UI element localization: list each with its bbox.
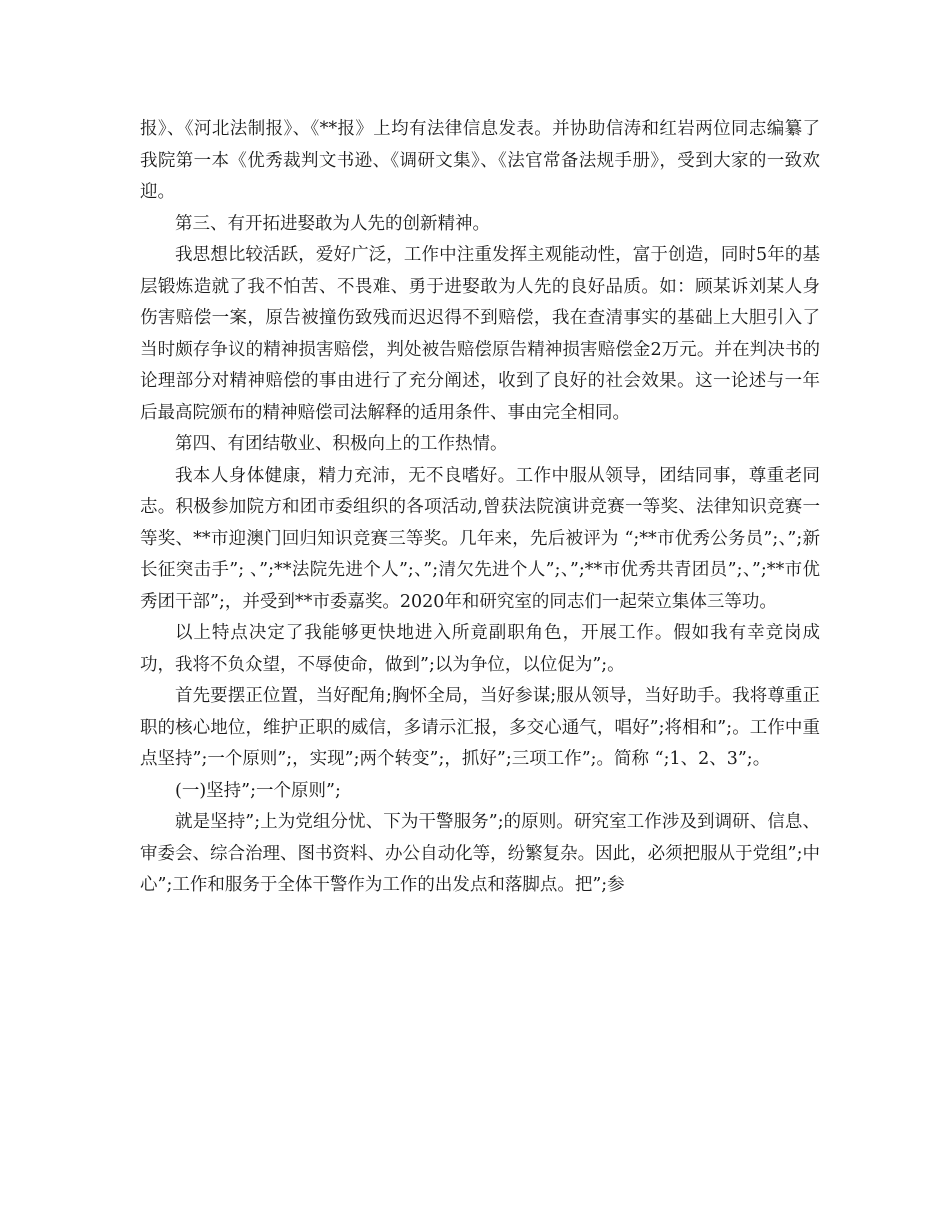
paragraph-5: 我本人身体健康，精力充沛，无不良嗜好。工作中服从领导，团结同事，尊重老同志。积极参加院方和团市委组织的各项活动,曾获法院演讲竞赛一等奖、法律知识竞赛一等奖、**市迎澳门回归知识竞赛三等奖。几年来，先后被评为 “;**市优秀公务员”;、”;新长征突击手”; 、”;**法院先进个人”;、”;清欠先进个人”;、”;**市优秀共青团员”;、”;**市优秀团干部”;，并受到**市委嘉奖。2020年和研究室的同志们一起荣立集体三等功。 xyxy=(140,465,820,612)
document-page xyxy=(140,114,820,902)
paragraph-8-subheading: (一)坚持”;一个原则”; xyxy=(175,780,341,801)
paragraph-6: 以上特点决定了我能够更快地进入所竟副职角色，开展工作。假如我有幸竞岗成功，我将不负众望，不辱使命，做到”;以为争位，以位促为”;。 xyxy=(140,623,820,675)
paragraph-9: 就是坚持”;上为党组分忧、下为干警服务”;的原则。研究室工作涉及到调研、信息、审委会、综合治理、图书资料、办公自动化等，纷繁复杂。因此，必须把服从于党组”;中心”;工作和服务于全体干警作为工作的出发点和落脚点。把”;参 xyxy=(140,812,820,895)
paragraph-7: 首先要摆正位置，当好配角;胸怀全局，当好参谋;服从领导，当好助手。我将尊重正职的核心地位，维护正职的威信，多请示汇报，多交心通气，唱好”;将相和”;。工作中重点坚持”;一个原则”;，实现”;两个转变”;，抓好”;三项工作”;。简称 “;1、2、3”;。 xyxy=(140,686,820,769)
paragraph-1: 报》、《河北法制报》、《**报》上均有法律信息发表。并协助信涛和红岩两位同志编纂了我院第一本《优秀裁判文书逊、《调研文集》、《法官常备法规手册》，受到大家的一致欢迎。 xyxy=(140,119,820,202)
paragraph-2-heading-third: 第三、有开拓进娶敢为人先的创新精神。 xyxy=(175,213,490,234)
paragraph-4-heading-fourth: 第四、有团结敬业、积极向上的工作热情。 xyxy=(175,434,508,454)
paragraph-3: 我思想比较活跃，爱好广泛，工作中注重发挥主观能动性，富于创造，同时5年的基层锻炼造就了我不怕苦、不畏难、勇于进娶敢为人先的良好品质。如：顾某诉刘某人身伤害赔偿一案，原告被撞伤致残而迟迟得不到赔偿，我在查清事实的基础上大胆引入了当时颇存争议的精神损害赔偿，判处被告赔偿原告精神损害赔偿金2万元。并在判决书的论理部分对精神赔偿的事由进行了充分阐述，收到了良好的社会效果。这一论述与一年后最高院颁布的精神赔偿司法解释的适用条件、事由完全相同。 xyxy=(140,245,820,423)
